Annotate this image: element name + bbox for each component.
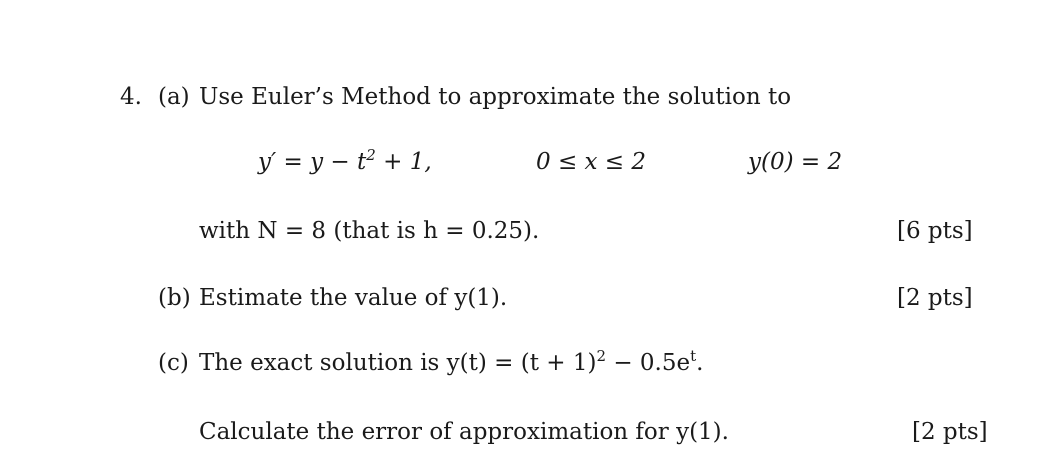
part-b-points: [2 pts] <box>897 285 973 311</box>
equation-tail: + 1, <box>375 149 432 175</box>
equation-exponent: 2 <box>366 146 376 164</box>
part-c-exp2: t <box>690 347 697 365</box>
part-c-text-mid: − 0.5e <box>606 350 691 376</box>
part-c-text-pre: The exact solution is y(t) = (t + 1) <box>199 350 597 376</box>
initial-condition: y(0) = 2 <box>748 149 843 175</box>
equation <box>258 146 432 175</box>
part-c-points: [2 pts] <box>912 419 988 445</box>
part-c-exp1: 2 <box>596 347 607 365</box>
part-a-with-text: with N = 8 (that is h = 0.25). <box>199 218 540 244</box>
part-c-text-post: . <box>696 350 704 376</box>
part-b-label: (b) <box>158 285 191 311</box>
part-c-label: (c) <box>158 350 189 376</box>
part-a-points: [6 pts] <box>897 218 973 244</box>
equation-main: y′ = y − t <box>258 149 367 175</box>
part-c-text <box>199 347 704 376</box>
part-a-text: Use Euler’s Method to approximate the solution to <box>199 84 792 110</box>
problem-number: 4. <box>120 84 142 110</box>
part-c-calc-text: Calculate the error of approximation for y(1). <box>199 419 729 445</box>
part-b-text: Estimate the value of y(1). <box>199 285 508 311</box>
part-a-label: (a) <box>158 84 190 110</box>
interval: 0 ≤ x ≤ 2 <box>536 149 647 175</box>
